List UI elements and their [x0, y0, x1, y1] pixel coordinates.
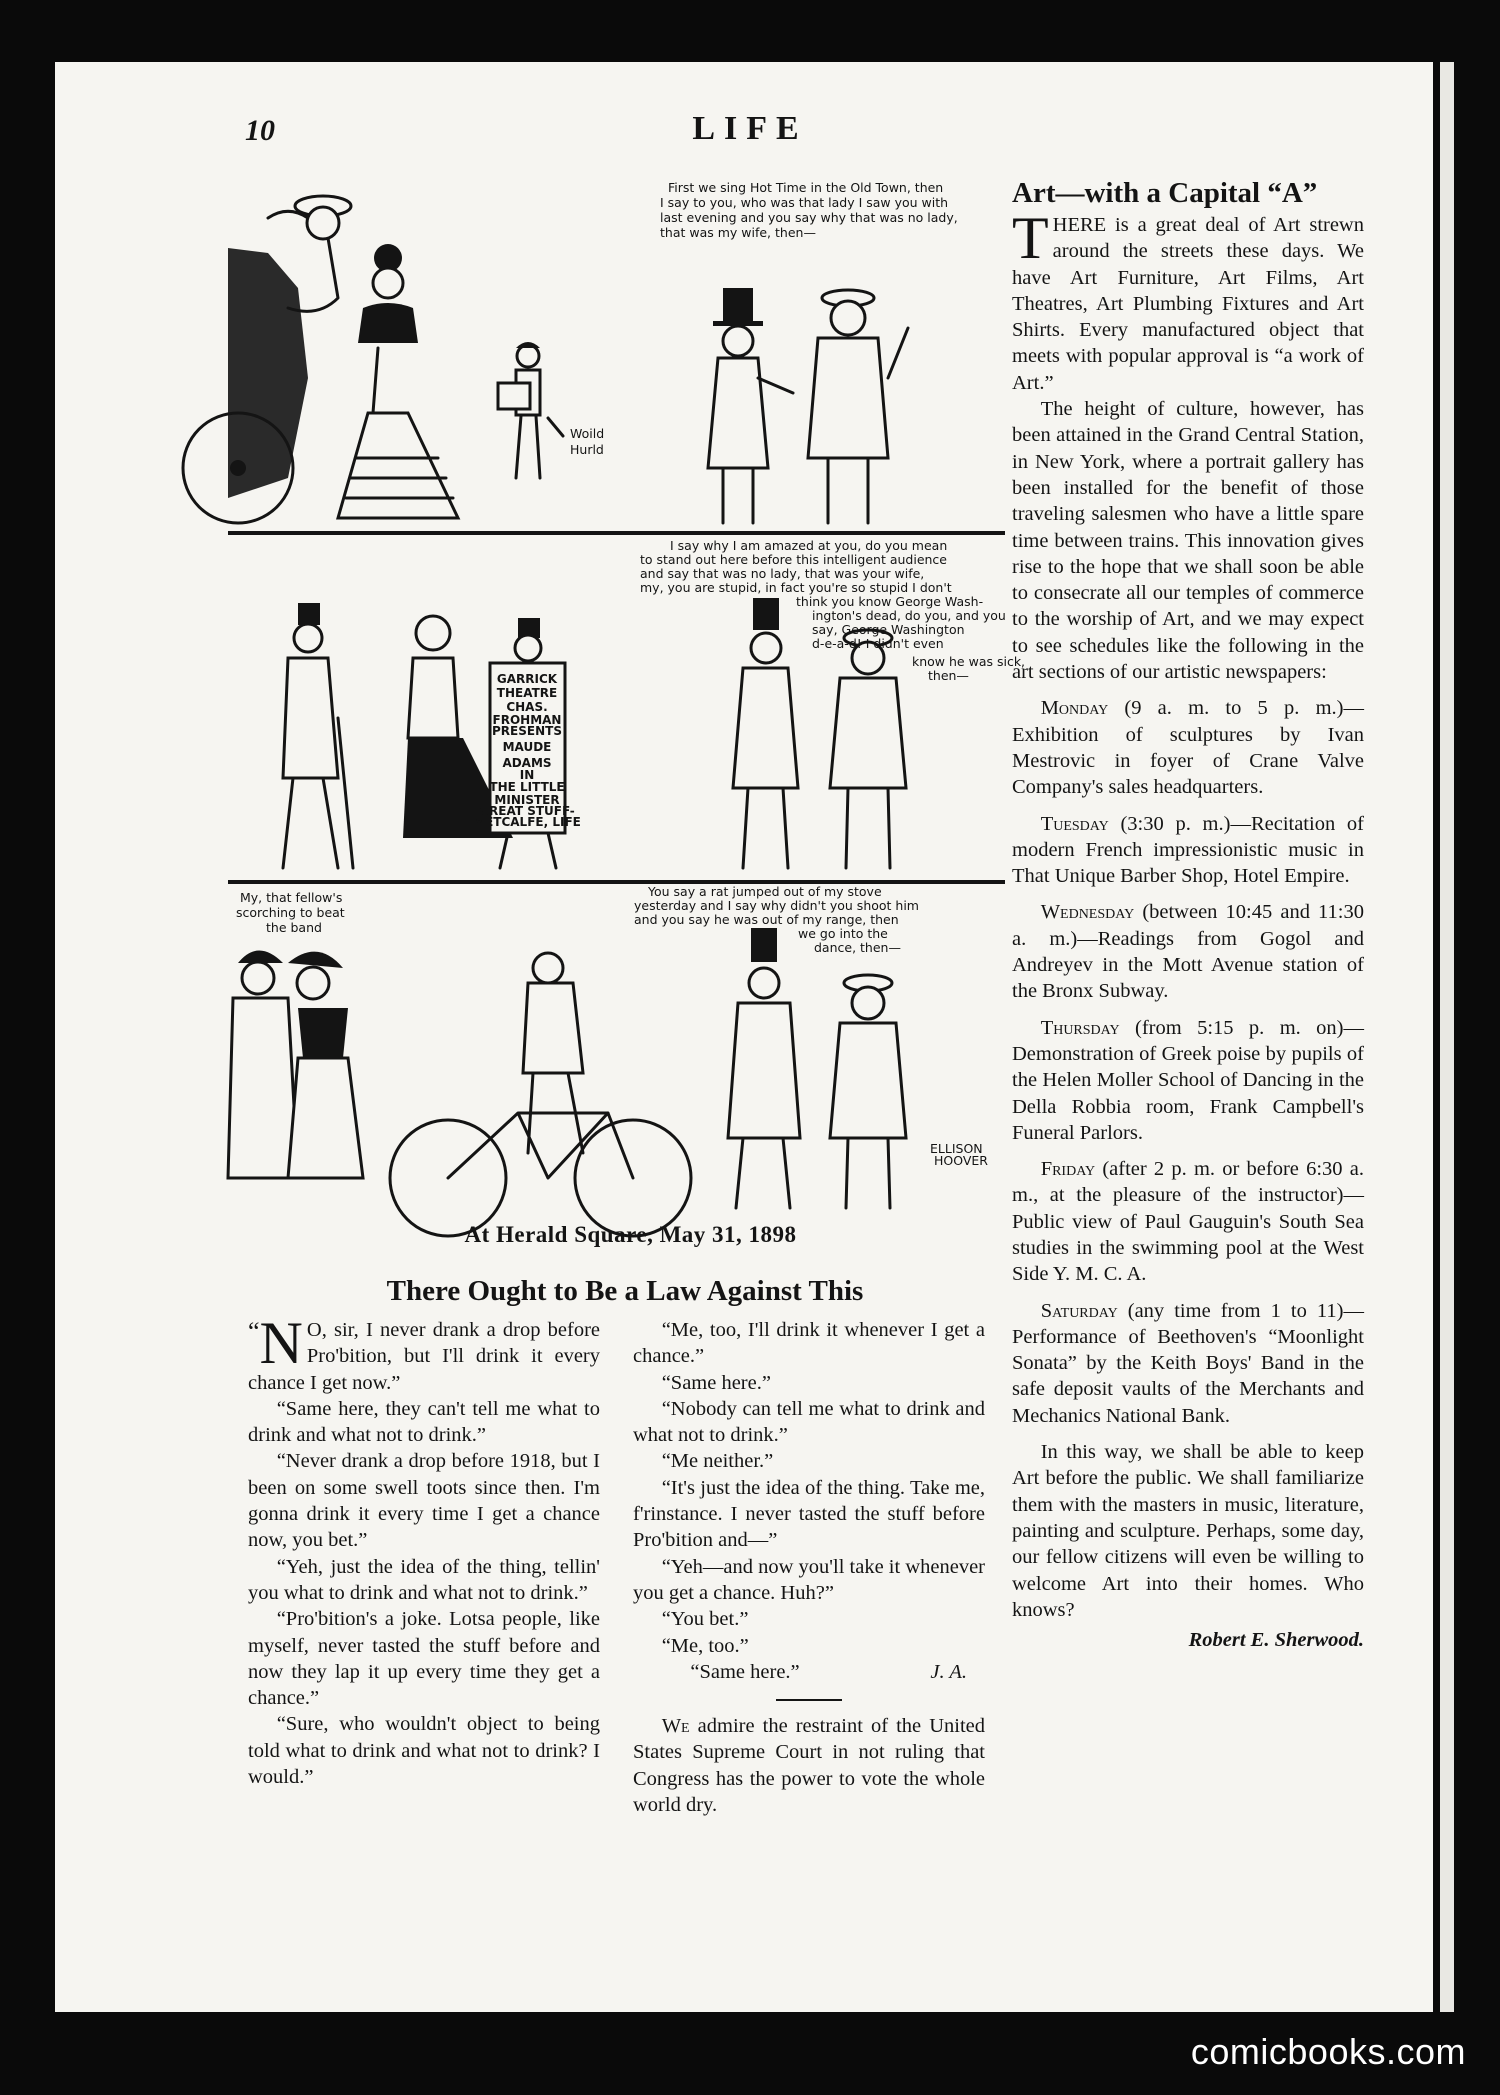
- panel2-bubble-line-10: then—: [928, 668, 969, 683]
- law-dropcap: N: [259, 1310, 303, 1376]
- panel-1: [183, 180, 958, 523]
- panel2-bubble-line-1: I say why I am amazed at you, do you mean: [670, 538, 948, 553]
- two-ladies-figures: [228, 951, 363, 1179]
- panel1-bubble-line-3: last evening and you say why that was no lady,: [660, 210, 958, 225]
- panel1-bubble-line-1: First we sing Hot Time in the Old Town, then: [668, 180, 944, 195]
- schedule-tuesday: [1012, 811, 1364, 890]
- cartoon-caption: At Herald Square, May 31, 1898: [464, 1222, 797, 1247]
- panel1-bubble-line-2: I say to you, who was that lady I saw you with: [660, 195, 949, 210]
- panel2-bubble-line-8: d-e-a-d! I didn't even: [812, 636, 944, 651]
- sign-line-7: ADAMS: [502, 756, 552, 770]
- panel-3: [228, 884, 988, 1236]
- article-law-column-2: [633, 1317, 985, 1818]
- comedian-straw-hat: [808, 290, 908, 523]
- law-paragraph-1: [248, 1310, 600, 1396]
- panel3-left-bubble-line-1: My, that fellow's: [240, 890, 343, 905]
- site-watermark: comicbooks.com: [1190, 2031, 1466, 2072]
- art-paragraph-2: The height of culture, however, has been attained in the Grand Central Station, in New York, where a portrait gallery has been installed for the benefit of those traveling salesmen who have a little spare time between trains. This innovation gives rise to the hope that we shall soon be able to consecrate all our temples of commerce to the worship of Art, and we may expect to see schedules like the following in the art sections of our artistic newspapers:: [1012, 398, 1364, 684]
- masthead: LIFE: [692, 110, 808, 147]
- panel2-bubble-line-7: say, George Washington: [812, 622, 965, 637]
- panel3-right-bubble-line-1: You say a rat jumped out of my stove: [648, 884, 882, 899]
- artist-signature-line-1: ELLISON: [930, 1141, 983, 1156]
- sign-line-8: IN: [519, 768, 535, 782]
- art-dropcap: T: [1012, 205, 1049, 271]
- law-final-line: [633, 1659, 985, 1685]
- law-paragraph-7: “Me, too, I'll drink it whenever I get a chance.”: [633, 1319, 985, 1368]
- schedule-tuesday-text: (3:30 p. m.)—Recitation of modern French impressionistic music in That Unique Barber Shop, Hotel Empire.: [1012, 812, 1364, 888]
- panel2-bubble-line-2: to stand out here before this intelligent audience: [640, 552, 947, 567]
- schedule-monday-day: Monday: [1040, 697, 1109, 720]
- schedule-wednesday-text: (between 10:45 and 11:30 a. m.)—Readings from Gogol and Andreyev in the Mott Avenue station of the Bronx Subway.: [1012, 901, 1364, 1003]
- schedule-thursday: [1012, 1015, 1364, 1146]
- section-divider: [776, 1699, 842, 1701]
- panel1-bubble-line-4: that was my wife, then—: [660, 225, 816, 240]
- facing-page-edge: [1440, 62, 1454, 2012]
- art-author: Robert E. Sherwood.: [1188, 1629, 1364, 1652]
- article-art-title: Art—with a Capital “A”: [1012, 177, 1318, 209]
- article-law-column-1: [248, 1310, 600, 1790]
- schedule-saturday: [1012, 1298, 1364, 1429]
- sign-line-10: MINISTER: [494, 793, 560, 807]
- schedule-monday-text: (9 a. m. to 5 p. m.)—Exhibition of sculptures by Ivan Mestrovic in foyer of Crane Valve Company's sales headquarters.: [1012, 697, 1364, 799]
- panel3-right-bubble-line-5: dance, then—: [814, 940, 901, 955]
- art-paragraph-1: [1012, 205, 1364, 396]
- law-paragraph-2: “Same here, they can't tell me what to drink and what not to drink.”: [248, 1397, 600, 1447]
- sign-line-4: FROHMAN: [492, 713, 562, 727]
- panel3-right-bubble-line-4: we go into the: [798, 926, 888, 941]
- sign-line-6: MAUDE: [502, 740, 552, 754]
- law-paragraph-1-text: O, sir, I never drank a drop before Pro'bition, but I'll drink it every chance I get now.”: [248, 1319, 600, 1394]
- panel2-bubble-line-3: and say that was no lady, that was your wife,: [640, 566, 925, 581]
- law-paragraph-4: “Yeh, just the idea of the thing, tellin' you what to drink and what not to drink.”: [248, 1555, 600, 1604]
- boy-caption-line-1: Woild: [570, 426, 605, 441]
- sign-line-11: GREAT STUFF-: [479, 804, 575, 818]
- sign-line-1: GARRICK: [496, 672, 558, 686]
- panel2-bubble-line-9: know he was sick,: [912, 654, 1026, 669]
- schedule-friday-day: Friday: [1040, 1158, 1096, 1181]
- schedule-friday: [1012, 1156, 1364, 1287]
- panel3-left-bubble-line-3: the band: [266, 920, 322, 935]
- schedule-wednesday-day: Wednesday: [1040, 901, 1135, 924]
- article-art-column: [1012, 205, 1364, 1653]
- artist-signature-line-2: HOOVER: [934, 1153, 988, 1168]
- panel3-left-bubble-line-2: scorching to beat: [236, 905, 345, 920]
- law-paragraph-12: “Yeh—and now you'll take it whenever you get a chance. Huh?”: [633, 1555, 985, 1604]
- panel-2: [283, 538, 1025, 868]
- law-paragraph-10: “Me neither.”: [661, 1450, 774, 1473]
- boy-caption-line-2: Hurld: [570, 442, 604, 457]
- schedule-saturday-text: (any time from 1 to 11)—Performance of Beethoven's “Moonlight Sonata” by the Keith Boys' Band in the safe deposit vaults of the Merchants and Mechanics National Bank.: [1012, 1299, 1364, 1427]
- law-paragraph-6: “Sure, who wouldn't object to being told what to drink and what not to drink? I would.”: [248, 1713, 600, 1789]
- panel2-bubble-line-4: my, you are stupid, in fact you're so stupid I don't: [640, 580, 952, 595]
- law-paragraph-14: “Me, too.”: [661, 1634, 749, 1657]
- schedule-tuesday-day: Tuesday: [1040, 812, 1109, 835]
- art-closing-paragraph: In this way, we shall be able to keep Art before the public. We shall familiarize them with the masters in music, literature, painting and sculpture. Perhaps, some day, our fellow citizens will even be willing to welcome Art into their homes. Who knows?: [1012, 1441, 1364, 1621]
- sign-line-9: THE LITTLE: [489, 780, 565, 794]
- note-text: admire the restraint of the United States Supreme Court in not ruling that Congress has the power to vote the whole world dry.: [633, 1715, 985, 1817]
- sign-line-3: CHAS.: [506, 700, 548, 714]
- schedule-friday-text: (after 2 p. m. or before 6:30 a. m., at the pleasure of the instructor)—Public view of Paul Gauguin's South Sea studies in the swimming pool at the West Side Y. M. C. A.: [1012, 1158, 1364, 1286]
- law-final-quote: “Same here.”: [690, 1660, 800, 1683]
- comedians-panel-3: [728, 928, 906, 1208]
- art-paragraph-1-text: HERE is a great deal of Art strewn around the streets these days. We have Art Furniture, Art Films, Art Theatres, Art Plumbing Fixtures and Art Shirts. Every manufactured object that meets with popular approval is “a work of Art.”: [1012, 214, 1364, 394]
- sign-line-12: METCALFE, LIFE: [473, 815, 581, 829]
- woman-figure: [338, 244, 458, 518]
- gentleman-figure: [283, 603, 353, 868]
- boy-figure: [498, 342, 540, 478]
- herald-square-cartoon: [228, 178, 1026, 1223]
- law-open-quote: “: [248, 1317, 260, 1346]
- panel2-bubble-line-6: ington's dead, do you, and you: [812, 608, 1006, 623]
- panel3-right-bubble-line-2: yesterday and I say why didn't you shoot him: [634, 898, 919, 913]
- law-paragraph-5: “Pro'bition's a joke. Lotsa people, like myself, never tasted the stuff before and now they lap it up every time they get a chance.”: [248, 1608, 600, 1710]
- law-paragraph-11: “It's just the idea of the thing. Take me, f'rinstance. I never tasted the stuff before Pro'bition and—”: [633, 1476, 985, 1552]
- comedian-top-hat: [708, 288, 793, 523]
- law-initials: J. A.: [930, 1660, 967, 1683]
- schedule-thursday-text: (from 5:15 p. m. on)—Demonstration of Greek poise by pupils of the Helen Moller School of Dancing in the Della Robbia room, Frank Campbell's Funeral Parlors.: [1012, 1016, 1364, 1144]
- panel2-bubble-line-5: think you know George Wash-: [796, 594, 984, 609]
- schedule-monday: [1012, 695, 1364, 800]
- schedule-wednesday: [1012, 899, 1364, 1004]
- law-paragraph-8: “Same here.”: [661, 1371, 771, 1394]
- law-paragraph-9: “Nobody can tell me what to drink and what not to drink.”: [633, 1397, 985, 1447]
- bicyclist-figure: [390, 953, 691, 1236]
- panel3-right-bubble-line-3: and you say he was out of my range, then: [634, 912, 899, 927]
- law-paragraph-3: “Never drank a drop before 1918, but I been on some swell toots since then. I'm gonna drink it every time I get a chance now, you bet.”: [248, 1450, 600, 1552]
- sign-line-2: THEATRE: [496, 686, 558, 700]
- schedule-saturday-day: Saturday: [1040, 1299, 1118, 1322]
- article-law-title: There Ought to Be a Law Against This: [386, 1275, 864, 1307]
- supreme-court-note: [633, 1713, 985, 1818]
- sign-line-5: PRESENTS: [492, 724, 562, 738]
- law-paragraph-13: “You bet.”: [661, 1608, 749, 1631]
- schedule-thursday-day: Thursday: [1040, 1016, 1120, 1039]
- note-lead-word: We: [661, 1715, 690, 1738]
- page-number: 10: [245, 114, 275, 147]
